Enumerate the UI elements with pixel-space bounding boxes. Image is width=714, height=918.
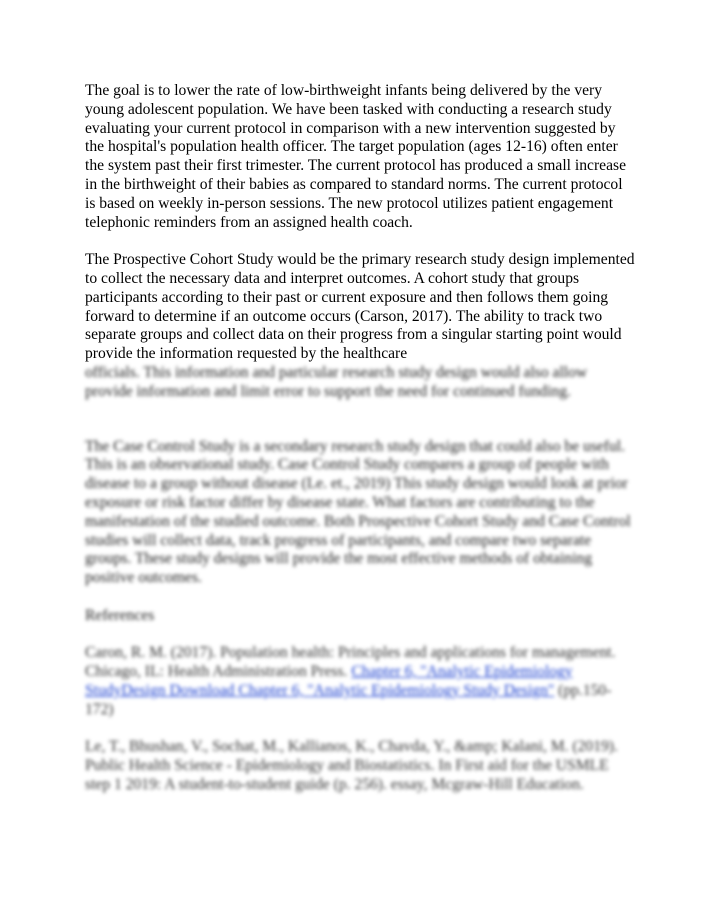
blurred-section xyxy=(85,438,635,795)
case-control-paragraph: The Case Control Study is a secondary research study design that could also be useful. This is an observational study. Case Control Study compares a group of people with disease to a group without disease (Le. et., 2019) This study design would look at prior exposure or risk factor differ by disease state. What factors are contributing to the manifestation of the studied outcome. Both Prospective Cohort Study and Case Control studies will collect data, track progress of participants, and compare two separate groups. These study designs will provide the most effective methods of obtaining positive outcomes. xyxy=(85,437,631,587)
intro-paragraph: The goal is to lower the rate of low-birthweight infants being delivered by the very young adolescent population. We have been tasked with conducting a research study evaluating your current protocol in comparison with a new intervention suggested by the hospital's population health officer. The target population (ages 12-16) often enter the system past their first trimester. The current protocol has produced a small increase in the birthweight of their babies as compared to standard norms. The current protocol is based on weekly in-person sessions. The new protocol utilizes patient engagement telephonic reminders from an assigned health coach. xyxy=(85,82,626,231)
cohort-paragraph: The Prospective Cohort Study would be the primary research study design implemented to collect the necessary data and interpret outcomes. A cohort study that groups participants according to their past or current exposure and then follows them going forward to determine if an outcome occurs (Carson, 2017). The ability to track two separate groups and collect data on their progress from a singular starting point would provide the information requested by the healthcare xyxy=(85,251,635,363)
reference-pages: (pp.150-172) xyxy=(85,681,612,718)
reference-text: Caron, R. M. (2017). Population health: Principles and applications for management. Chicago, IL: Health Administration Press. xyxy=(85,644,616,681)
references-heading: References xyxy=(85,606,155,624)
reference-item: Le, T., Bhushan, V., Sochat, M., Kallianos, K., Chavda, Y., &amp; Kalani, M. (2019). Public Health Science - Epidemiology and Biostatistics. In First aid for the USMLE step 1 2019: A student-to-student guide (p. 256). essay, Mcgraw-Hill Education. xyxy=(85,738,618,793)
reference-link[interactable]: Chapter 6, "Analytic Epidemiology StudyDesign Download Chapter 6, "Analytic Epidemiology Study Design" xyxy=(85,663,573,699)
reference-item xyxy=(85,644,635,719)
cohort-paragraph-blurred: officials. This information and particular research study design would also allow provide information and limit error to support the need for continued funding. xyxy=(85,363,588,400)
paragraph-gap xyxy=(85,402,635,438)
document-page xyxy=(85,82,635,813)
